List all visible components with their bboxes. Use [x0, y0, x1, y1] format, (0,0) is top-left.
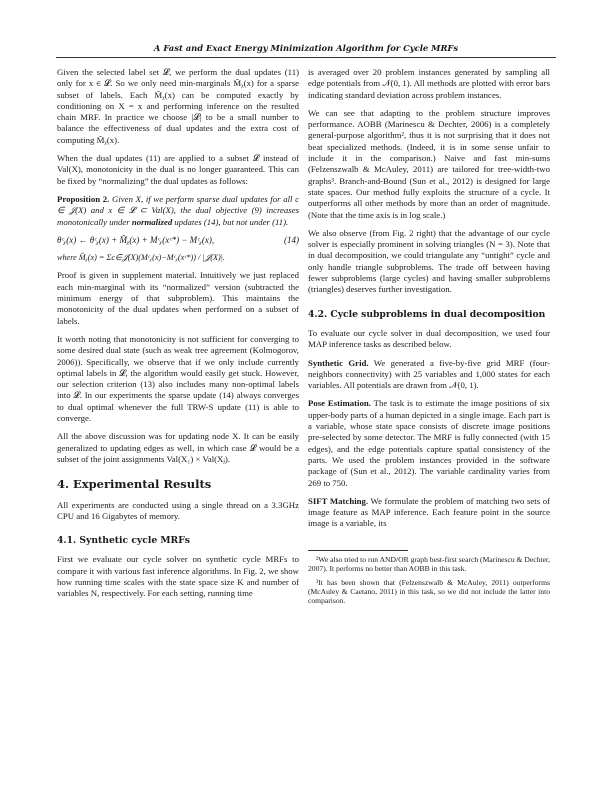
equation-body: θᶜᵪ(x) ← θᶜᵪ(x) + M̂ᵪ(x) + Mᶜᵪ(xᶜ*) − Mᶜᵪ(x),	[57, 234, 215, 245]
run-in-heading: Synthetic Grid.	[308, 357, 369, 368]
section-heading: 4. Experimental Results	[57, 477, 212, 492]
paragraph: It worth noting that monotonicity is not sufficient for converging to some desired dual state (such as weak tree agreement (Kolmogorov, 2006)). Specifically, we observe that if we only include currently optimal labels in 𝓛, the algorithm would easily get stuck. However, our selection criterion (13) also includes many non-optimal labels into 𝓛. In our experiments the sparse update (14) always converges to dual optimal whenever the full TRW-S update (11) is able to converge.	[57, 333, 299, 424]
proposition-tail: updates (14), but not under (11).	[174, 216, 289, 227]
paragraph: First we evaluate our cycle solver on synthetic cycle MRFs to compare it with various fast inference algorithms. In Fig. 2, we show how running time scales with the state space size K and number of variables N, respectively. For each setting, running time	[57, 554, 299, 599]
equation-number: (14)	[284, 234, 299, 245]
paragraph-text: We formulate the problem of matching two sets of image feature as MAP inference. Each feature point in the source image is a variable, its	[308, 495, 551, 529]
proposition-normalized: normalized	[131, 216, 173, 227]
paragraph: Given the selected label set 𝓛, we perform the dual updates (11) only for x ∈ 𝓛. So we only need min-marginals M̃ᵪ(x) for a sparse subset of labels. Each M̃ᵪ(x) can be computed exactly by conditioning on X = x and performing inference on the resulted chain MRF. In practice we choose |𝓛| to be a small number to balance the effectiveness of dual updates and the extra cost of computing M̃ᵪ(x).	[57, 67, 299, 145]
paragraph: We can see that adapting to the problem structure improves performance. AOBB (Marinescu & Dechter, 2006) is a completely general-purpose algorithm², thus it is not surprising that it does not beat specialized methods. (Indeed, it is in some sense unfair to include it in the comparison.) Naive and fast min-sums (Felzenszwalb & McAuley, 2011) are tailored for tree-width-two graphs³. Branch-and-Bound (Sun et al., 2012) is designed for large state spaces. Our method fully exploits the structure of a cycle. It outperforms all other methods by more than an order of magnitude. (Note that the time axis is in log scale.)	[308, 107, 550, 220]
paragraph-sift-matching	[308, 496, 550, 530]
paragraph-text: We generated a five-by-five grid MRF (four-neighbors connectivity) with 25 variables and 1,000 states for each variables. All potentials are drawn from 𝒩(0, 1).	[308, 357, 550, 391]
proposition-2	[57, 194, 299, 228]
paragraph-synthetic-grid	[308, 358, 550, 392]
subsection-heading: 4.2. Cycle subproblems in dual decomposition	[308, 308, 546, 320]
proposition-text: Given X, if we perform sparse dual updates for all c ∈ 𝒥(X) and x ∈ 𝓛 ⊂ Val(X), the dual objective (9) increases monotonically under	[57, 193, 300, 227]
footnote-rule	[308, 550, 408, 551]
paragraph: Proof is given in supplement material. Intuitively we just replaced each min-marginal with its “normalized” version (subtracted the minimum energy of that subproblem). This maintains the monotonicity of the dual updates when performed on a subset of labels.	[57, 270, 299, 326]
paragraph-pose-estimation	[308, 398, 550, 488]
footnote-3: ³It has been shown that (Felzenszwalb & McAuley, 2011) outperforms (McAuley & Caetano, 2011) in this task, so we did not include the latter into comparison.	[308, 577, 550, 606]
left-column	[57, 67, 299, 607]
header-rule	[56, 57, 556, 58]
right-column	[308, 67, 550, 606]
subsection-heading: 4.1. Synthetic cycle MRFs	[57, 535, 190, 547]
equation-where: where M̂ᵪ(x) = Σc∈𝒥(X)(Mᶜᵪ(x)−Mᶜᵪ(xᶜ*)) / |𝒥(X)|.	[57, 253, 225, 263]
paragraph: We also observe (from Fig. 2 right) that the advantage of our cycle solver is especially prominent in solving triangles (N = 3). Note that in dual decomposition, we could triangulate any “untight” cycle and only handle triangle subproblems. The trade off between having fewer subproblems (large cycles) and having smaller subproblems (triangles) deserves further investigation.	[308, 227, 550, 295]
paragraph: is averaged over 20 problem instances generated by sampling all edge potentials from 𝒩(0, 1). All methods are plotted with error bars indicating standard deviation across problem instances.	[308, 67, 550, 100]
run-in-heading: Pose Estimation.	[308, 398, 371, 409]
paragraph: To evaluate our cycle solver in dual decomposition, we used four MAP inference tasks as described below.	[308, 327, 550, 350]
paragraph: When the dual updates (11) are applied to a subset 𝓛 instead of Val(X), monotonicity in the dual is no longer guaranteed. This can be fixed by “normalizing” the dual updates as follows:	[57, 153, 299, 186]
running-header: A Fast and Exact Energy Minimization Algorithm for Cycle MRFs	[153, 43, 459, 53]
run-in-heading: SIFT Matching.	[308, 495, 369, 506]
paragraph: All the above discussion was for updating node X. It can be easily generalized to updating edges as well, in which case 𝓛 would be a subset of the joint assignments Val(X₁) × Val(Xⱼ).	[57, 431, 299, 464]
footnote-2: ²We also tried to run AND/OR graph best-first search (Marinescu & Dechter, 2007). It performs no better than AOBB in this task.	[308, 554, 550, 574]
proposition-label: Proposition 2.	[57, 193, 110, 204]
paragraph: All experiments are conducted using a single thread on a 3.3GHz CPU and 16 Gigabytes of memory.	[57, 499, 299, 521]
paragraph-text: The task is to estimate the image positions of six upper-body parts of a human depicted in a single image. Each part is a variable, whose state space consists of discrete image positions pre-selected by some detector. The MRF is fully connected (with 15 edges), and the edge potentials capture spatial consistency of the parts. We used the problem instances provided in the software package of (Sun et al., 2012). The variable cardinality varies from 269 to 750.	[308, 398, 550, 488]
equation-14	[57, 235, 299, 246]
